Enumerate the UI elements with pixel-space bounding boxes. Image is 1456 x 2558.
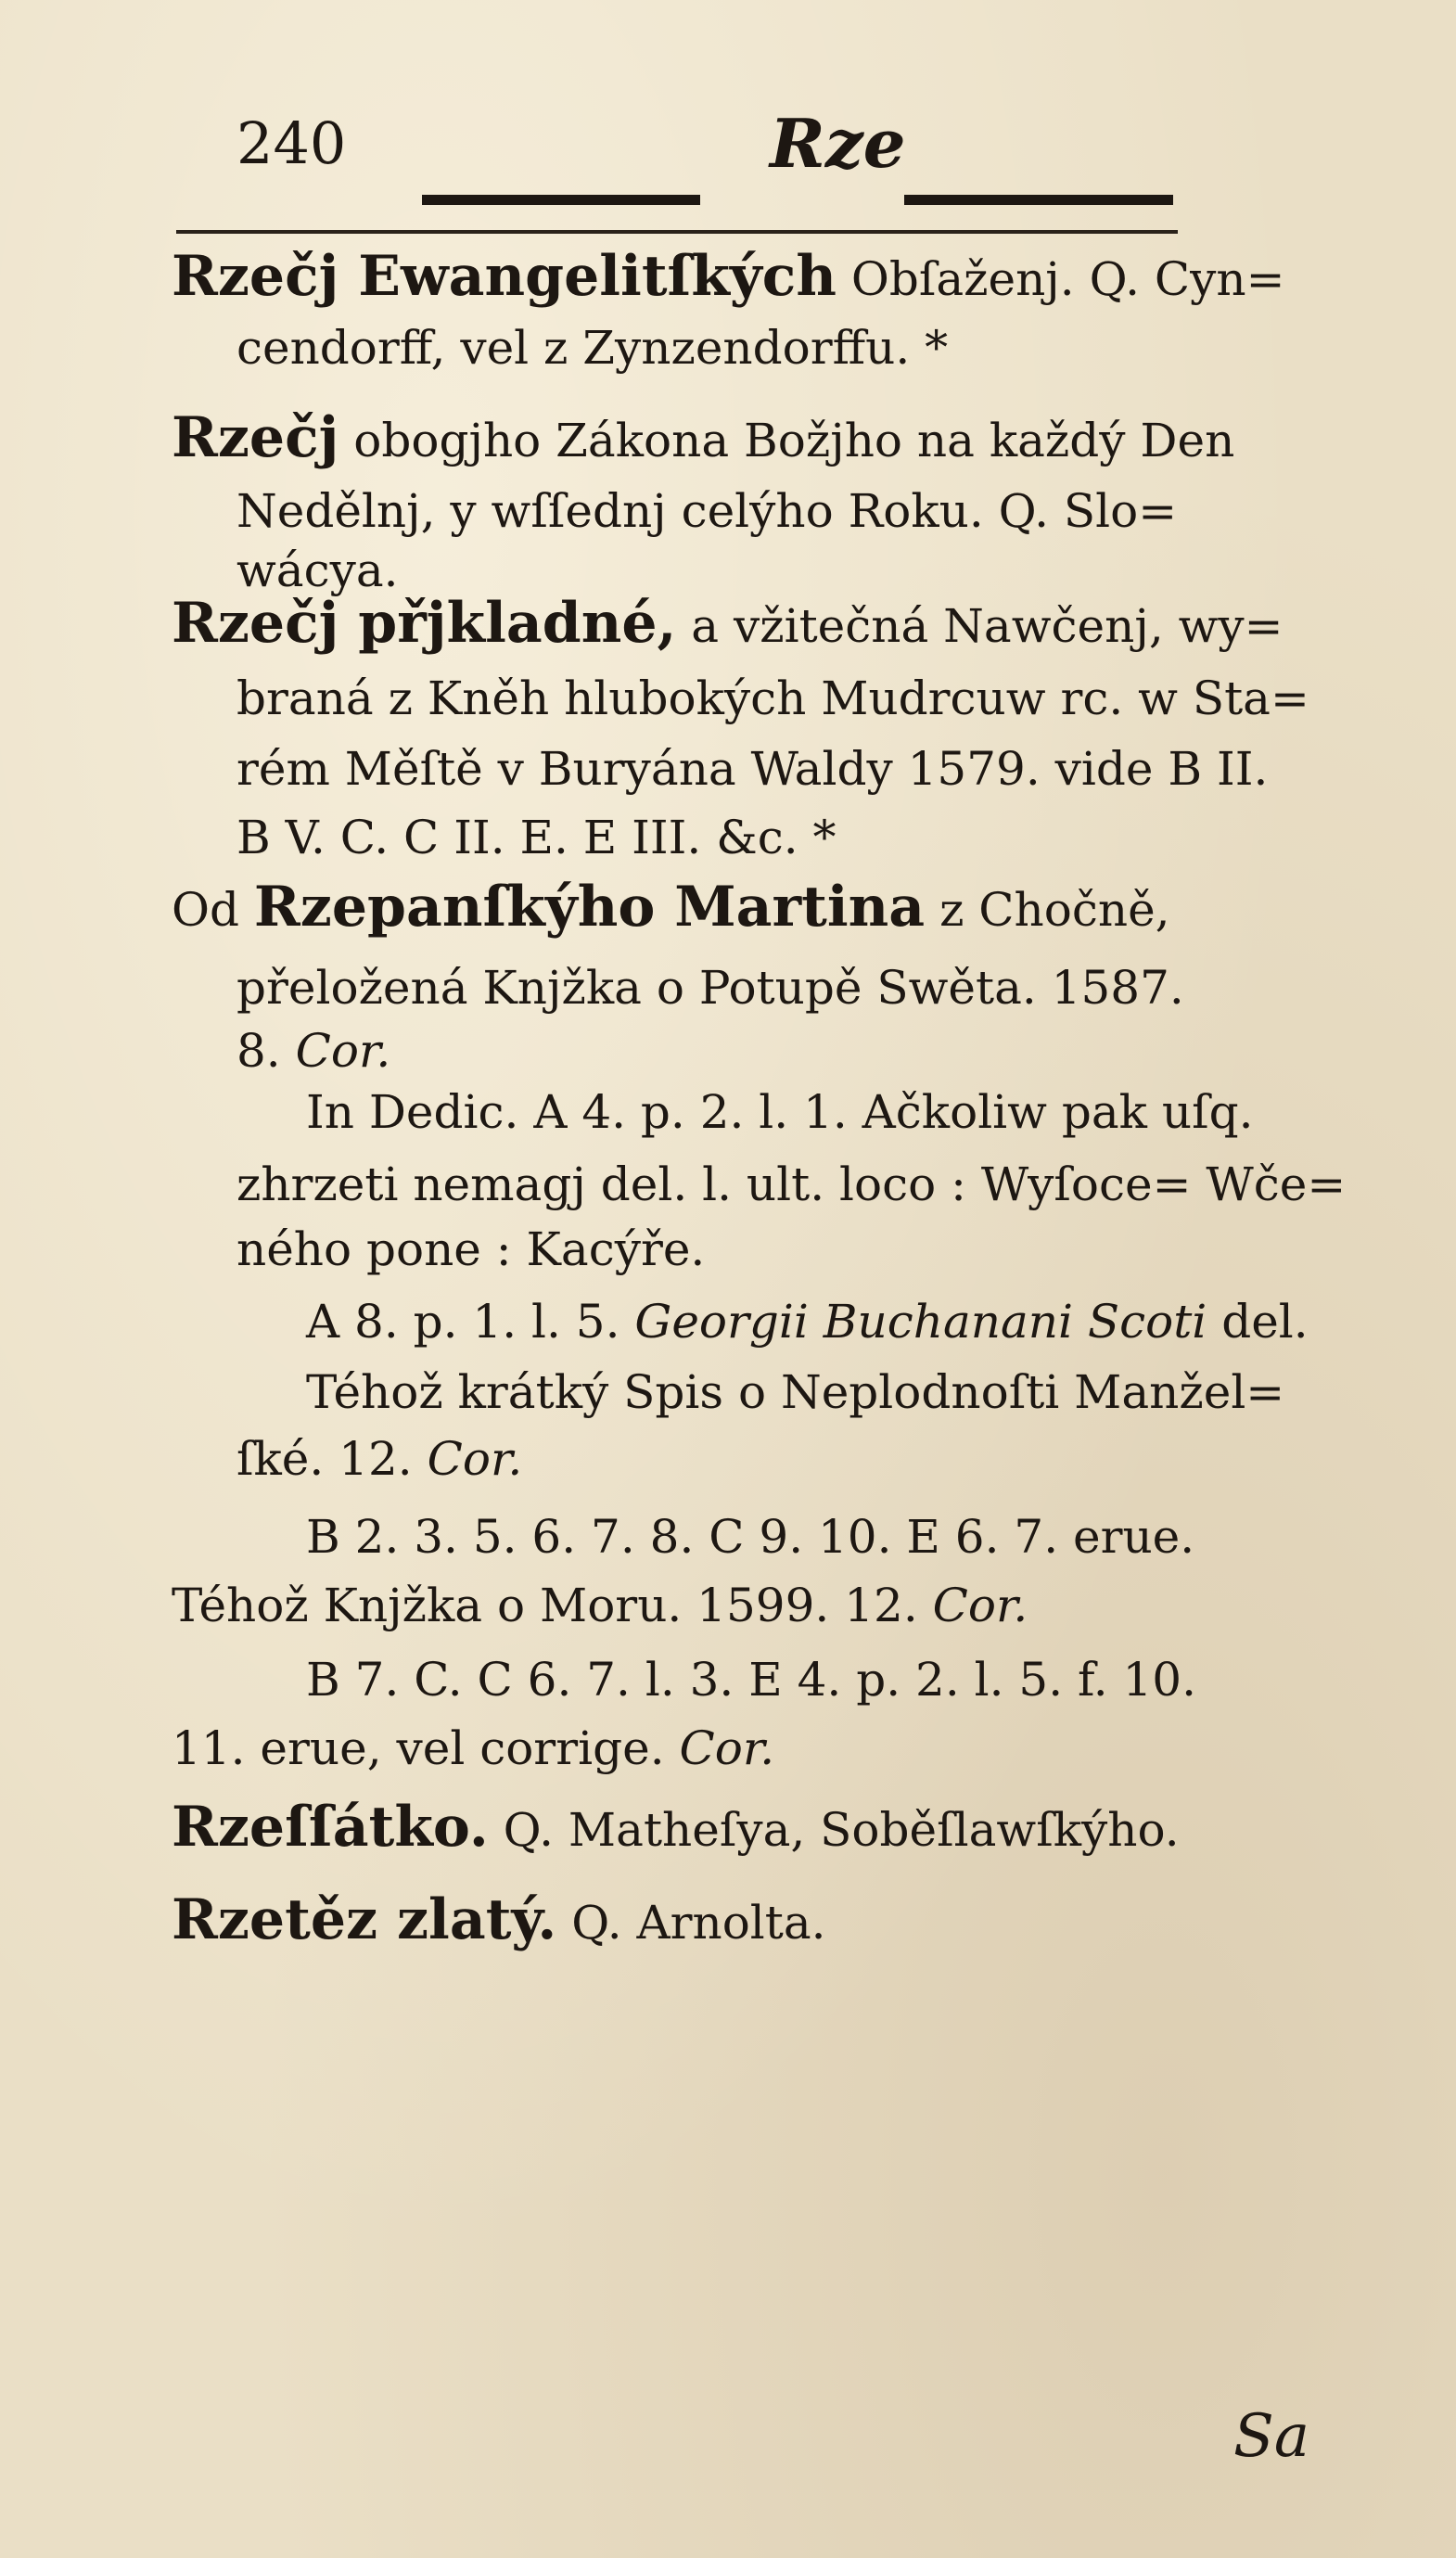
entry-headword: Rzeſſátko. (172, 1795, 489, 1860)
ornament-right (904, 195, 1173, 205)
text-line (236, 544, 399, 597)
line-text: cendorff, vel z Zynzendorffu. * (236, 321, 949, 375)
line-text: B 7. C. C 6. 7. l. 3. E 4. p. 2. l. 5. f. 10. (306, 1653, 1197, 1707)
text-line (172, 1887, 826, 1952)
text-line (236, 811, 837, 864)
line-text: zhrzeti nemagj del. l. ult. loco : Wyſoce= Wče= (236, 1157, 1347, 1211)
line-text: A 8. p. 1. l. 5. (306, 1295, 635, 1349)
text-line (172, 1579, 1028, 1632)
line-text: ſké. 12. (236, 1432, 428, 1486)
text-line (236, 1222, 706, 1276)
text-line (306, 1295, 1309, 1349)
text-line (236, 1157, 1347, 1211)
text-line (172, 1721, 775, 1775)
text-line (236, 321, 949, 375)
line-text: B 2. 3. 5. 6. 7. 8. C 9. 10. E 6. 7. erue. (306, 1510, 1195, 1564)
text-line (306, 1365, 1285, 1419)
catchword: Sa (1233, 2402, 1309, 2471)
line-italic: Georgii Buchanani Scoti (634, 1295, 1207, 1349)
line-text: Téhož krátký Spis o Neplodnoſti Manžel= (306, 1365, 1285, 1419)
line-italic: Cor. (295, 1024, 391, 1078)
line-text: braná z Kněh hlubokých Mudrcuw rc. w Sta= (236, 671, 1309, 725)
line-text: rém Měſtě v Buryána Waldy 1579. vide B II. (236, 742, 1269, 796)
line-text: Obſaženj. Q. Cyn= (836, 252, 1285, 306)
text-line (306, 1085, 1254, 1139)
line-text: wácya. (236, 544, 399, 597)
line-text: Q. Matheſya, Soběſlawſkýho. (488, 1803, 1180, 1857)
line-text: a vžitečná Nawčenj, wy= (676, 599, 1284, 653)
text-line (236, 1024, 391, 1078)
text-line (236, 961, 1184, 1015)
text-line (172, 244, 1285, 309)
line-text: B V. C. C II. E. E III. &c. * (236, 811, 837, 864)
text-line (172, 591, 1284, 656)
entry-headword: Rzečj (172, 405, 339, 470)
text-line (172, 1795, 1180, 1860)
entry-headword: Rzečj přjkladné, (172, 591, 677, 656)
text-line (236, 484, 1178, 538)
page-number: 240 (236, 109, 347, 177)
header-rule (176, 230, 1178, 234)
entry-headword: Rzečj Ewangelitſkých (172, 244, 837, 309)
running-title: Rze (770, 104, 906, 183)
line-text: z Chočně, (925, 883, 1170, 937)
line-italic: Cor. (427, 1432, 523, 1486)
text-line (306, 1510, 1195, 1564)
ornament-left (422, 195, 700, 205)
text-line (236, 742, 1269, 796)
line-suffix: del. (1207, 1295, 1309, 1349)
line-text: In Dedic. A 4. p. 2. l. 1. Ačkoliw pak uſq. (306, 1085, 1254, 1139)
line-text: ného pone : Kacýře. (236, 1222, 706, 1276)
line-text: Nedělnj, y wſſednj celýho Roku. Q. Slo= (236, 484, 1178, 538)
line-text: Téhož Knjžka o Moru. 1599. 12. (172, 1579, 933, 1632)
page-header (236, 104, 1233, 221)
line-italic: Cor. (679, 1721, 775, 1775)
text-line (236, 671, 1309, 725)
text-line (306, 1653, 1197, 1707)
line-text: přeložená Knjžka o Potupě Swěta. 1587. (236, 961, 1184, 1015)
entry-headword: Rzetěz zlatý. (172, 1887, 557, 1952)
text-line (236, 1432, 523, 1486)
line-text: obogjho Zákona Božjho na každý Den (338, 414, 1235, 467)
line-prefix: Od (172, 883, 254, 937)
line-italic: Cor. (932, 1579, 1028, 1632)
line-text: Q. Arnolta. (556, 1896, 826, 1950)
text-line (172, 875, 1170, 940)
entry-headword: Rzepanſkýho Martina (253, 875, 926, 940)
text-line (172, 405, 1235, 470)
line-text: 11. erue, vel corrige. (172, 1721, 680, 1775)
line-text: 8. (236, 1024, 296, 1078)
